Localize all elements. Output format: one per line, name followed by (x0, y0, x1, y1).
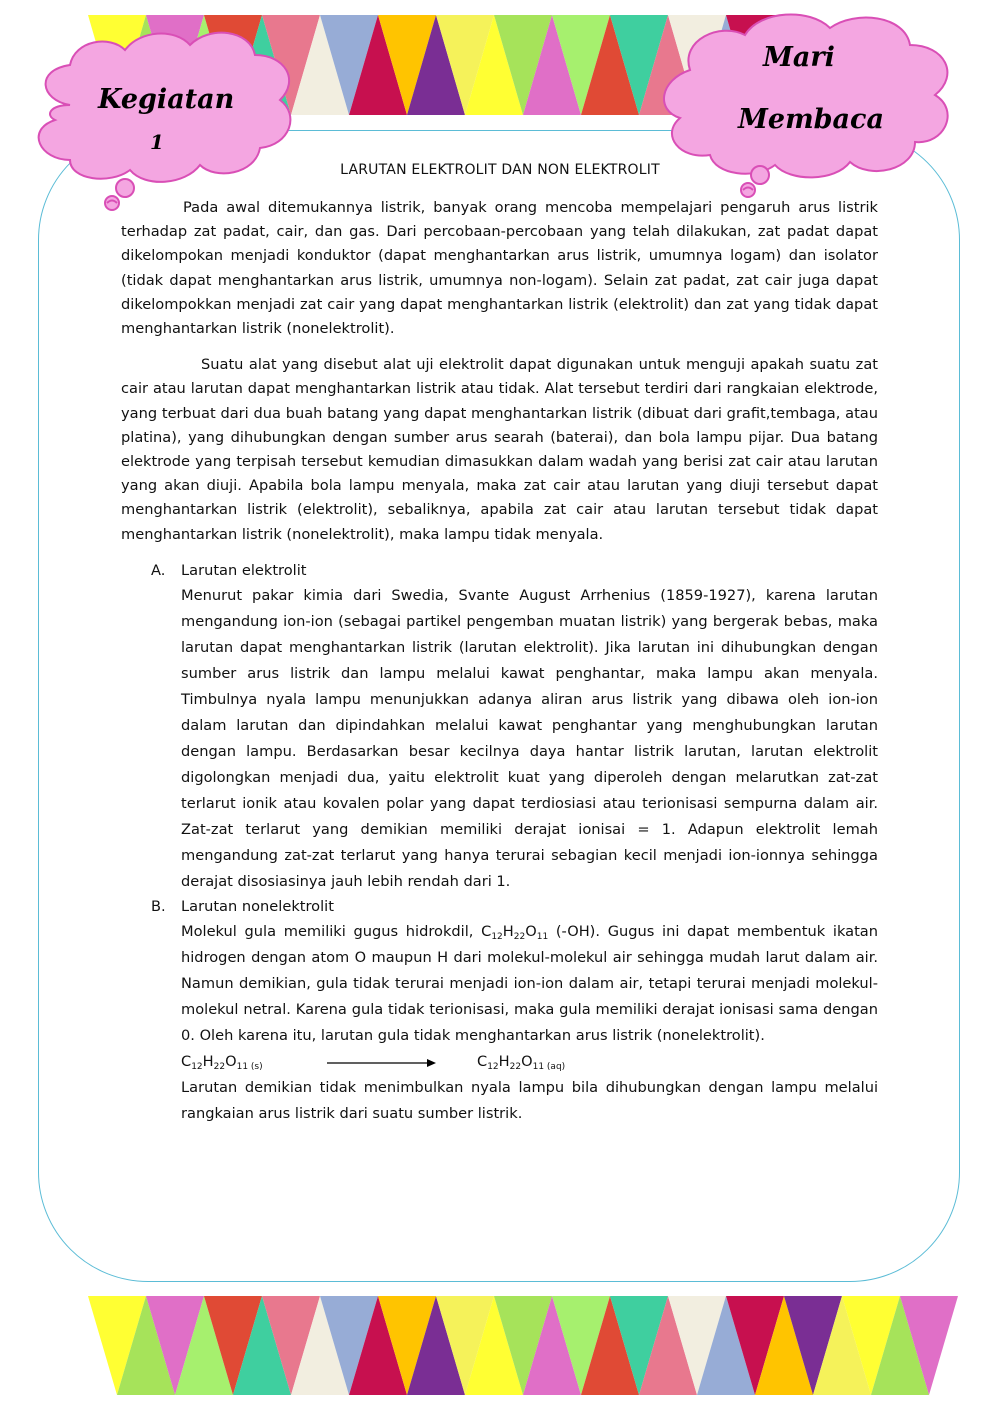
cloud-right-line2: Membaca (738, 104, 884, 135)
page-title: LARUTAN ELEKTROLIT DAN NON ELEKTROLIT (340, 162, 660, 178)
section-b-heading (121, 895, 878, 919)
cloud-left (39, 33, 291, 210)
section-b-text-start: Molekul gula memiliki gugus hidrokdil, (181, 923, 482, 941)
section-a-label: A. (151, 561, 166, 579)
section-a-heading (121, 559, 878, 583)
reaction-arrow (327, 1057, 437, 1069)
section-b-paragraph (181, 919, 878, 1049)
sucrose-formula: $C_{12}H_{22}O_{11}$ (481, 923, 549, 943)
section-a-title: Larutan elektrolit (181, 561, 307, 579)
intro-paragraph-2: Suatu alat yang disebut alat uji elektrolit dapat digunakan untuk menguji apakah suatu zat cair atau larutan dapat menghantarkan listrik atau tidak. Alat tersebut terdiri dari rangkaian elektrode, yang terbuat dari dua buah batang yang dapat menghantarkan listrik (dibuat dari grafit,tembaga, atau platina), yang dihubungkan dengan sumber arus searah (baterai), dan bola lampu pijar. Dua batang elektrode yang terpisah tersebut kemudian dimasukkan dalam wadah yang berisi zat cair atau larutan yang akan diuji. Apabila bola lampu menyala, maka zat cair atau larutan yang diuji tersebut dapat menghantarkan listrik (elektrolit), sebaliknya, apabila zat cair atau larutan tersebut tidak dapat menghantarkan listrik (nonelektrolit), maka lampu tidak menyala. (121, 356, 878, 543)
cloud-left-number: 1 (150, 130, 164, 154)
cloud-left-title: Kegiatan (98, 84, 235, 115)
state-aqueous: (aq) (546, 1062, 566, 1073)
section-b (121, 895, 878, 1127)
section-a-paragraph: Menurut pakar kimia dari Swedia, Svante August Arrhenius (1859-1927), karena larutan mengandung ion-ion (sebagai partikel pengemban muatan listrik) yang bergerak bebas, maka larutan dapat menghantarkan listrik (larutan elektrolit). Jika larutan ini dihubungkan dengan sumber arus listrik dan lampu melalui kawat penghantar, maka lampu akan menyala. Timbulnya nyala lampu menunjukkan adanya aliran arus listrik yang dibawa oleh ion-ion dalam larutan dan dipindahkan melalui kawat penghantar yang menghubungkan larutan dengan lampu. Berdasarkan besar kecilnya daya hantar listrik larutan, larutan elektrolit digolongkan menjadi dua, yaitu elektrolit kuat yang diperoleh dengan melarutkan zat-zat terlarut ionik atau kovalen polar yang dapat terdiosiasi atau terionisasi sempurna dalam air. Zat-zat terlarut yang demikian memiliki derajat ionisai = 1. Adapun elektrolit lemah mengandung zat-zat terlarut yang hanya terurai sebagian kecil menjadi ion-ionnya sehingga derajat disosiasinya jauh lebih rendah dari 1. (181, 587, 878, 891)
cloud-right-shape (664, 14, 948, 177)
section-b-label: B. (151, 898, 166, 916)
cloud-left-bubble-1 (116, 179, 134, 197)
equation-product: $C_{12}H_{22}O_{11 (aq)}$ (477, 1053, 566, 1073)
equation-reactant: $C_{12}H_{22}O_{11 (s)}$ (181, 1053, 263, 1073)
section-b-closing: Larutan demikian tidak menimbulkan nyala lampu bila dihubungkan dengan lampu melalui rangkaian arus listrik dari suatu sumber listrik. (181, 1079, 878, 1123)
cloud-right-line1: Mari (763, 42, 835, 73)
section-b-text-rest: (-OH). Gugus ini dapat membentuk ikatan hidrogen dengan atom O maupun H dari molekul-molekul air sehingga mudah larut dalam air. Namun demikian, gula tidak terurai menjadi ion-ion dalam air, tetapi terurai menjadi molekul-molekul netral. Karena gula tidak terionisasi, maka gula memiliki derajat ionisasi sama dengan 0. Oleh karena itu, larutan gula tidak menghantarkan arus listrik (nonelektrolit). (181, 923, 879, 1045)
section-a (121, 559, 878, 895)
dissolution-equation (181, 1049, 878, 1075)
intro-paragraph-1: Pada awal ditemukannya listrik, banyak orang mencoba mempelajari pengaruh arus listrik terhadap zat padat, cair, dan gas. Dari percobaan-percobaan yang telah dilakukan, zat padat dapat dikelompokan menjadi konduktor (dapat menghantarkan arus listrik, umumnya logam) dan isolator (tidak dapat menghantarkan arus listrik, umumnya non-logam). Selain zat padat, zat cair juga dapat dikelompokkan menjadi zat cair yang dapat menghantarkan listrik (elektrolit) dan zat yang tidak dapat menghantarkan listrik (nonelektrolit). (121, 199, 878, 338)
article-body (121, 196, 878, 1127)
section-b-title: Larutan nonelektrolit (181, 898, 334, 916)
state-solid: (s) (250, 1062, 263, 1073)
